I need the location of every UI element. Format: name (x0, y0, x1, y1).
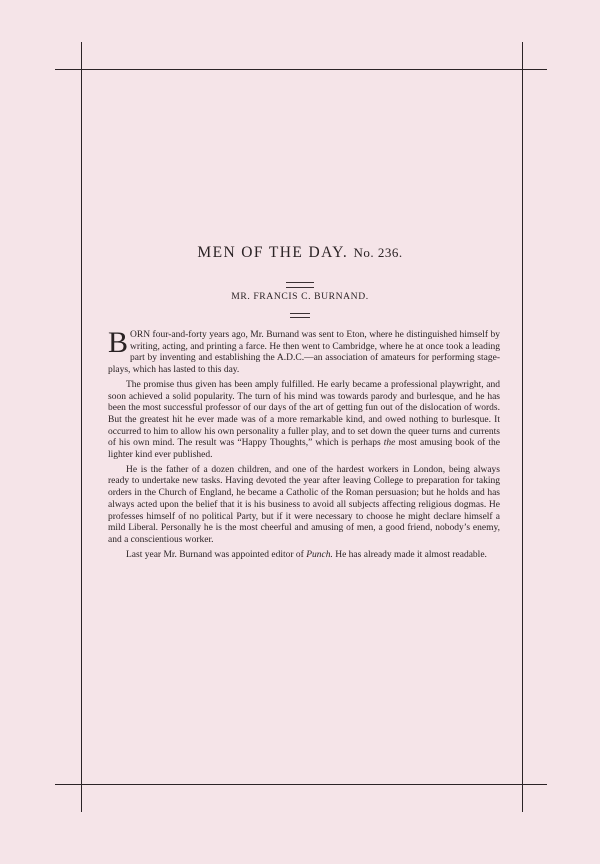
title-number: No. 236. (353, 245, 403, 260)
paragraph-4-text: Last year Mr. Burnand was appointed editor of (126, 549, 304, 560)
paragraph-2 (108, 380, 500, 462)
paragraph-4-emphasis: Punch. (306, 549, 333, 560)
article-body (108, 326, 500, 564)
title-divider (286, 282, 314, 288)
subtitle-divider (290, 313, 310, 318)
paragraph-2-emphasis: the (383, 438, 396, 449)
frame-bottom-rule (55, 784, 547, 785)
frame-right-rule (522, 42, 523, 812)
subtitle: MR. FRANCIS C. BURNAND. (231, 291, 369, 302)
paragraph-4-text-after: He has already made it almost readable. (335, 549, 487, 560)
drop-cap: B (108, 326, 129, 359)
frame-left-rule (81, 42, 82, 812)
title-main: MEN OF THE DAY. (197, 244, 349, 261)
paragraph-3 (108, 465, 500, 547)
paragraph-2-text: The promise thus given has been amply fulfilled. He early became a professional playwright, and soon achieved a solid popularity. The turn of his mind was towards parody and burlesque, and he has been the most successful professor of our days of the art of getting fun out of the dislocation of words. But the greatest hit he ever made was of a more remarkable kind, and owed nothing to burlesque. It occurred to him to allow his own personality a fuller play, and to set down the queer turns and currents of his own mind. The result was “Happy Thoughts,” which is perhaps (108, 379, 500, 449)
paragraph-4 (108, 550, 500, 562)
frame-top-rule (55, 69, 547, 70)
page-title (80, 244, 520, 262)
paragraph-1-text: ORN four-and-forty years ago, Mr. Burnand was sent to Eton, where he distinguished himself by writing, acting, and printing a farce. He then went to Cambridge, where he at once took a leading part by inventing and establishing the A.D.C.—an association of amateurs for performing stage-plays, which has lasted to this day. (108, 330, 500, 376)
paragraph-1 (108, 326, 500, 377)
paragraph-3-text: He is the father of a dozen children, and one of the hardest workers in London, being always ready to undertake new tasks. Having devoted the year after leaving College to preparation for taking orders in the Church of England, he became a Catholic of the Roman persuasion; but he holds and has always acted upon the belief that it is his business to avoid all subjects affecting religious dogmas. He professes himself of no political Party, but if it were necessary to choose he might declare himself a mild Liberal. Personally he is the most cheerful and amusing of men, a good friend, nobody’s enemy, and a conscientious worker. (108, 464, 500, 545)
paragraph-2-text-after: most amusing book of the lighter kind ever published. (108, 438, 500, 461)
